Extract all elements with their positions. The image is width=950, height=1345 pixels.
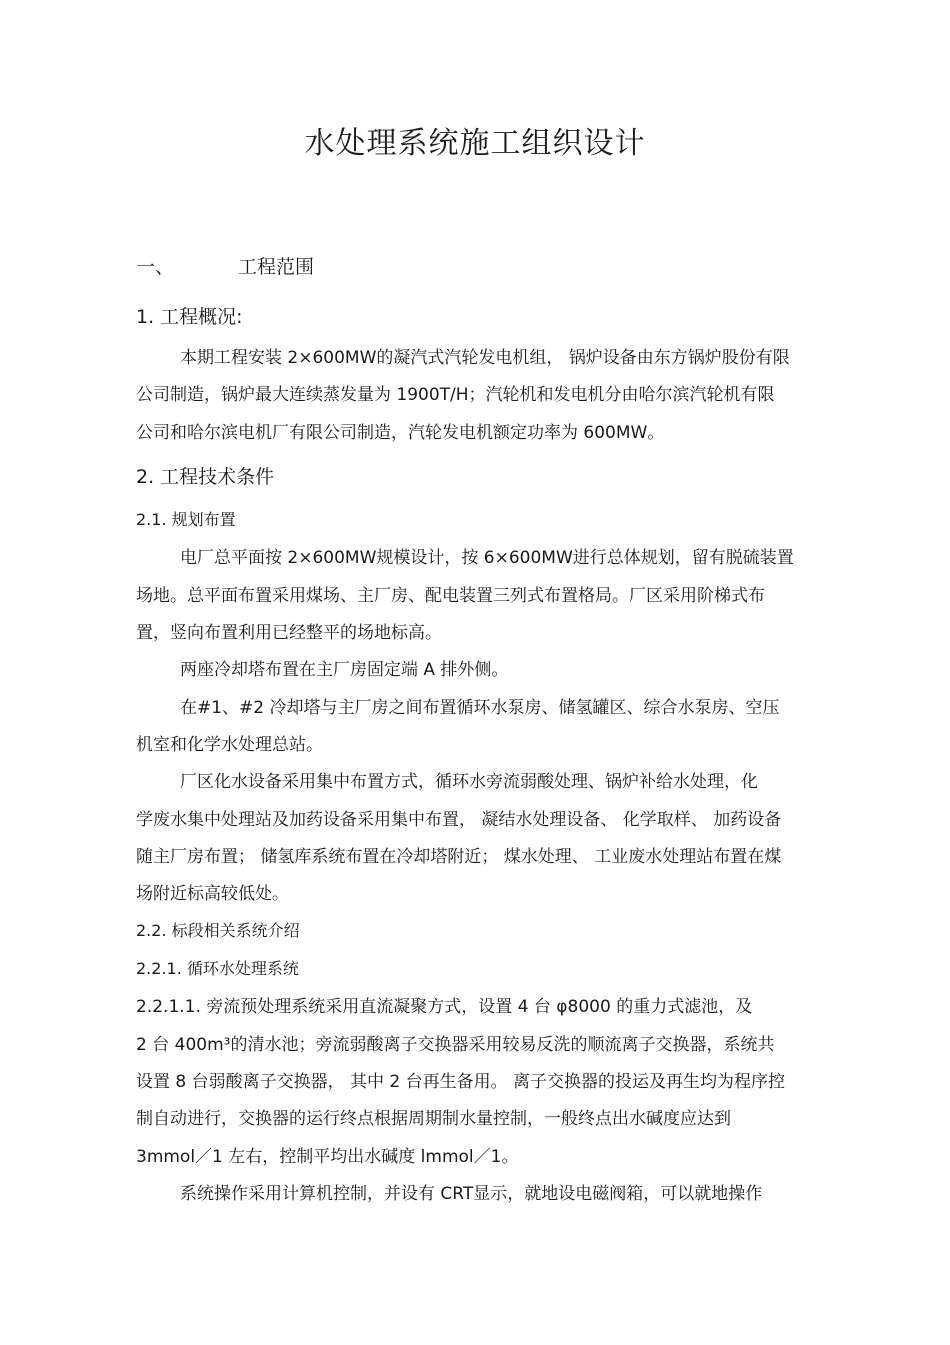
subsubsection-heading: 2.2.1. 循环水处理系统 [136,959,299,978]
subsubsection-heading: 2.1. 规划布置 [136,510,236,529]
paragraph-line: 随主厂房布置； 储氢库系统布置在冷却塔附近； 煤水处理、 工业废水处理站布置在煤 [136,847,782,867]
paragraph-line: 系统操作采用计算机控制，并设有 CRT显示，就地设电磁阀箱，可以就地操作 [180,1184,763,1204]
page-title: 水处理系统施工组织设计 [304,126,646,161]
subsubsection-heading: 2.2. 标段相关系统介绍 [136,921,300,940]
paragraph-line: 厂区化水设备采用集中布置方式，循环水旁流弱酸处理、锅炉补给水处理，化 [180,772,758,792]
paragraph-line: 公司制造，锅炉最大连续蒸发量为 1900T/H；汽轮机和发电机分由哈尔滨汽轮机有限 [136,385,775,405]
paragraph-line: 本期工程安装 2×600MW的凝汽式汽轮发电机组， 锅炉设备由东方锅炉股份有限 [180,348,790,368]
paragraph-line: 2 台 400m³的清水池；旁流弱酸离子交换器采用较易反洗的顺流离子交换器，系统共 [136,1035,775,1055]
paragraph-line: 制自动进行，交换器的运行终点根据周期制水量控制，一般终点出水碱度应达到 [136,1109,731,1129]
paragraph-line: 电厂总平面按 2×600MW规模设计，按 6×600MW进行总体规划，留有脱硫装置 [180,548,794,568]
paragraph-line: 置，竖向布置利用已经整平的场地标高。 [136,623,442,643]
paragraph-line: 两座冷却塔布置在主厂房固定端 A 排外侧。 [180,660,509,680]
paragraph-line: 在#1、#2 冷却塔与主厂房之间布置循环水泵房、储氢罐区、综合水泵房、空压 [180,698,780,718]
subsection-heading: 2. 工程技术条件 [136,466,275,488]
paragraph-line: 场附近标高较低处。 [136,884,289,904]
paragraph-line: 机室和化学水处理总站。 [136,735,323,755]
paragraph-line: 场地。总平面布置采用煤场、主厂房、配电装置三列式布置格局。厂区采用阶梯式布 [136,586,765,606]
section-number: 一、 [136,256,175,278]
paragraph-line: 设置 8 台弱酸离子交换器， 其中 2 台再生备用。 离子交换器的投运及再生均为程序控 [136,1072,786,1092]
paragraph-line: 学废水集中处理站及加药设备采用集中布置， 凝结水处理设备、 化学取样、 加药设备 [136,810,782,830]
paragraph-line: 3mmol／1 左右，控制平均出水碱度 lmmol／1。 [136,1147,519,1167]
paragraph-line: 公司和哈尔滨电机厂有限公司制造，汽轮发电机额定功率为 600MW。 [136,423,665,443]
paragraph-line: 2.2.1.1. 旁流预处理系统采用直流凝聚方式，设置 4 台 φ8000 的重力式滤池，及 [136,997,753,1017]
subsection-heading: 1. 工程概况: [136,306,243,328]
section-heading: 工程范围 [238,256,315,278]
